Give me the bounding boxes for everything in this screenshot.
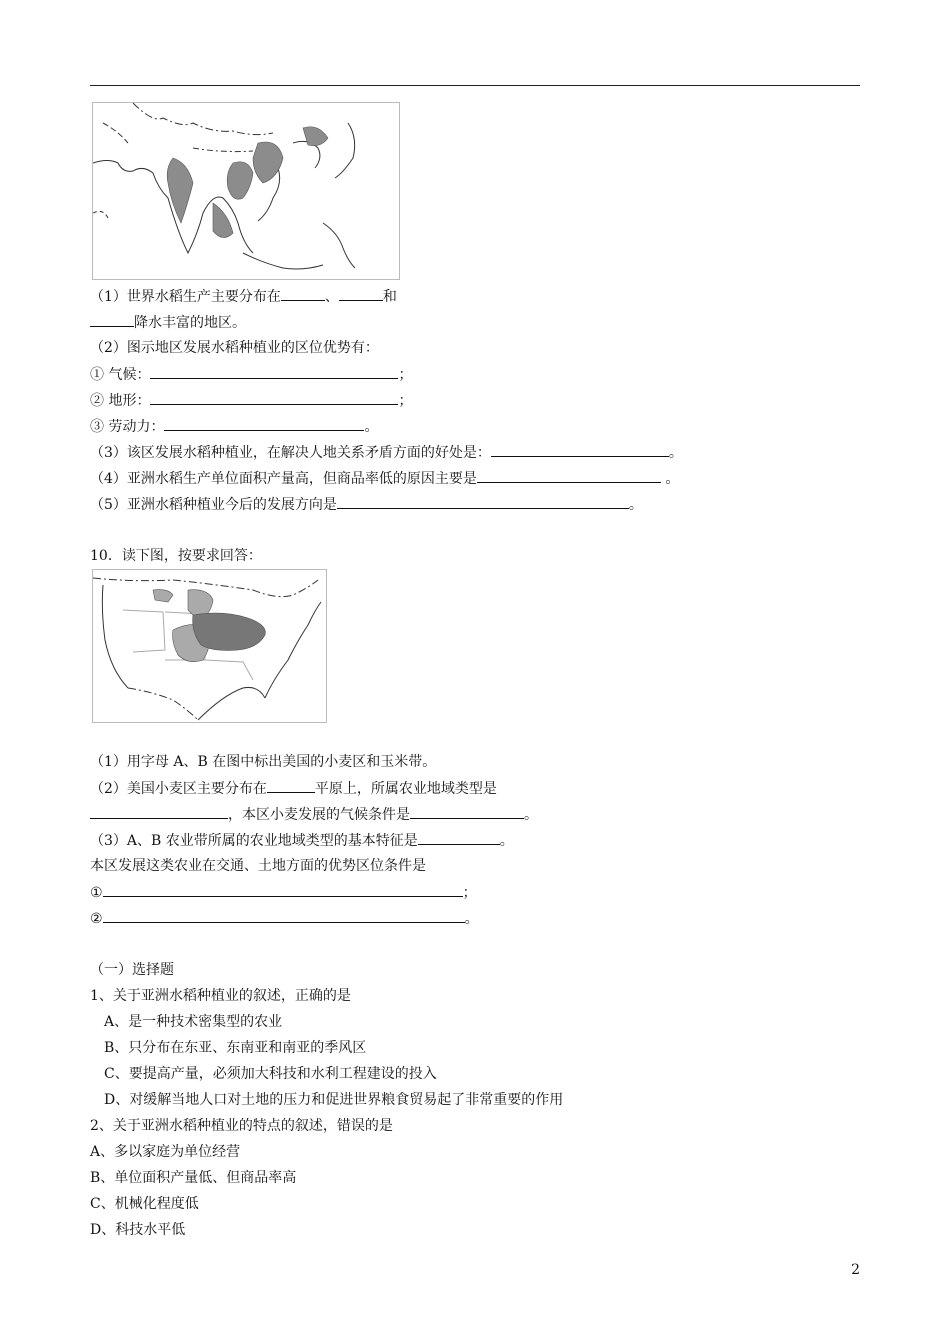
q10-line-1: （1）用字母 A、B 在图中标出美国的小麦区和玉米带。 bbox=[90, 754, 437, 770]
q9-line-1: （1）世界水稻生产主要分布在 、 和 bbox=[90, 286, 397, 307]
section-heading: （一）选择题 bbox=[90, 962, 174, 978]
us-map-drawing bbox=[93, 570, 326, 722]
question-2-option-a: A、多以家庭为单位经营 bbox=[90, 1144, 241, 1160]
q10-line-7: ② 。 bbox=[90, 908, 479, 929]
q9-line-2: 降水丰富的地区。 bbox=[90, 312, 246, 333]
question-1-option-b: B、只分布在东亚、东南亚和南亚的季风区 bbox=[104, 1040, 367, 1056]
page-number: 2 bbox=[851, 1262, 860, 1278]
q9-line-4: ① 气候： ； bbox=[90, 364, 412, 385]
question-1-option-a: A、是一种技术密集型的农业 bbox=[104, 1014, 283, 1030]
q10-line-3: ，本区小麦发展的气候条件是 。 bbox=[90, 804, 538, 825]
rice-area-southeast-asia bbox=[213, 203, 233, 238]
q10-line-6: ① ； bbox=[90, 882, 477, 903]
rice-area-china bbox=[253, 142, 283, 183]
q10-line-5: 本区发展这类农业在交通、土地方面的优势区位条件是 bbox=[90, 858, 426, 874]
q9-line-8: （4）亚洲水稻生产单位面积产量高，但商品率低的原因主要是 。 bbox=[90, 468, 679, 489]
question-2: 2、关于亚洲水稻种植业的特点的叙述，错误的是 bbox=[90, 1118, 393, 1134]
q9-line-7: （3）该区发展水稻种植业，在解决人地关系矛盾方面的好处是： 。 bbox=[90, 442, 683, 463]
q9-line-5: ② 地形： ； bbox=[90, 390, 412, 411]
question-1-option-d: D、对缓解当地人口对土地的压力和促进世界粮食贸易起了非常重要的作用 bbox=[104, 1092, 564, 1108]
header-rule bbox=[90, 85, 860, 86]
us-agriculture-map bbox=[92, 569, 327, 723]
spring-wheat-area bbox=[153, 590, 173, 602]
q10-title: 10．读下图，按要求回答： bbox=[90, 548, 262, 564]
question-2-option-d: D、科技水平低 bbox=[90, 1222, 186, 1238]
corn-belt-area bbox=[193, 613, 266, 650]
question-2-option-b: B、单位面积产量低、但商品率高 bbox=[90, 1170, 297, 1186]
rice-area-japan bbox=[303, 127, 328, 146]
q9-line-9: （5）亚洲水稻种植业今后的发展方向是 。 bbox=[90, 494, 643, 515]
asia-map-drawing bbox=[93, 103, 399, 279]
question-1: 1、关于亚洲水稻种植业的叙述，正确的是 bbox=[90, 988, 351, 1004]
asia-rice-map bbox=[92, 102, 400, 280]
question-1-option-c: C、要提高产量，必须加大科技和水利工程建设的投入 bbox=[104, 1066, 437, 1082]
q10-line-4: （3）A、B 农业带所属的农业地域类型的基本特征是 。 bbox=[90, 830, 514, 851]
q10-line-2: （2）美国小麦区主要分布在 平原上，所属农业地域类型是 bbox=[90, 778, 497, 799]
rice-area-south-asia bbox=[167, 158, 193, 223]
question-2-option-c: C、机械化程度低 bbox=[90, 1196, 199, 1212]
q9-line-6: ③ 劳动力： 。 bbox=[90, 416, 378, 437]
q9-line-3: （2）图示地区发展水稻种植业的区位优势有： bbox=[90, 340, 379, 356]
rice-area-indochina bbox=[227, 162, 253, 200]
